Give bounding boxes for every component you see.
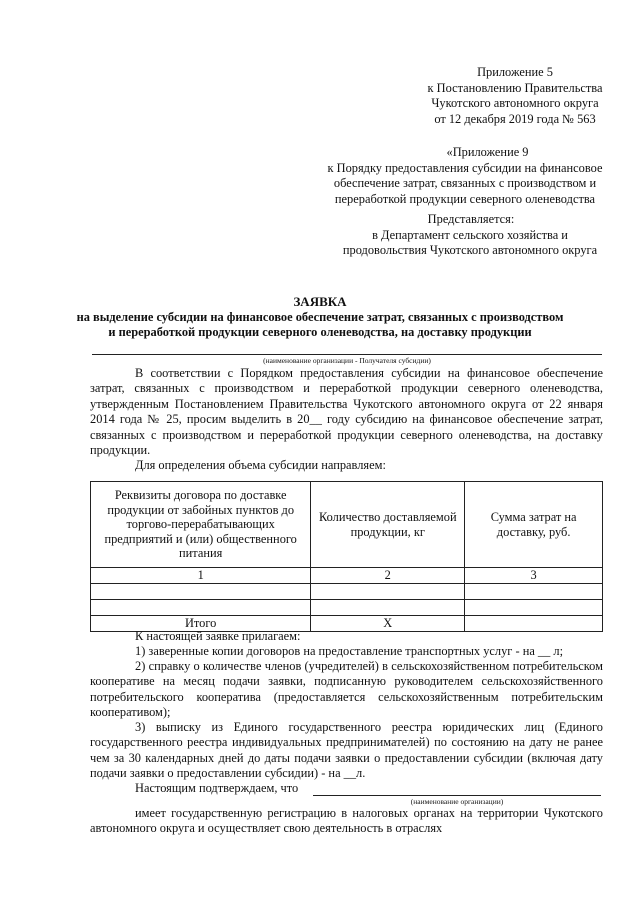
intro-paragraph: В соответствии с Порядком предоставления субсидии на финансовое обеспечение затрат, связанных с производством и переработкой продукции северного оленеводства, утвержденным Постановлением Правительства Чукотского автономного округа от 22 января 2014 года № 25, просим выделить в 20__ году субсидию на финансовое обеспечение затрат, связанных с производством и переработкой продукции северного оленеводства, на доставку продукции.: [90, 366, 603, 458]
submitted-department-2: продовольствия Чукотского автономного округа: [342, 243, 598, 257]
table-header-row: [91, 482, 603, 568]
appendix-5-region: Чукотского автономного округа: [431, 96, 599, 110]
appendix-9-line2: к Порядку предоставления субсидии на финансовое: [327, 160, 603, 175]
table-number-row: [91, 568, 603, 584]
direction-line: Для определения объема субсидии направляем:: [135, 458, 386, 472]
document-title: ЗАЯВКА: [293, 294, 347, 309]
appendix-5-date: от 12 декабря 2019 года № 563: [434, 111, 596, 126]
appendix-5-title: Приложение 5: [477, 65, 553, 79]
appendix-9-title: «Приложение 9: [446, 145, 529, 159]
document-subtitle-2: и переработкой продукции северного оленеводства, на доставку продукции: [108, 325, 532, 339]
attachments-intro: К настоящей заявке прилагаем:: [135, 629, 301, 643]
attachment-item-3: 3) выписку из Единого государственного реестра юридических лиц (Единого государственного реестра индивидуальных предпринимателей) по состоянию на дату не ранее чем за 30 календарных дней до даты подачи заявки о предоставлении субсидии (включая дату подачи заявки о предоставлении субсидии) - на __л.: [90, 720, 603, 781]
confirm-organization-caption: (наименование организации): [410, 797, 504, 806]
confirm-text: Настоящим подтверждаем, что: [135, 781, 299, 795]
table-cell[interactable]: [91, 600, 311, 616]
appendix-5-block: [400, 65, 630, 127]
column-number-1: 1: [91, 568, 311, 584]
document-subtitle-1: на выделение субсидии на финансовое обеспечение затрат, связанных с производством: [76, 310, 564, 324]
table-cell[interactable]: [311, 600, 465, 616]
table-row: [91, 584, 603, 600]
header-quantity: Количество доставляемой продукции, кг: [311, 482, 465, 568]
confirm-organization-line[interactable]: [313, 794, 601, 796]
total-label: Итого: [91, 616, 311, 632]
submitted-to-block: [310, 212, 630, 259]
table-cell[interactable]: [465, 600, 603, 616]
total-quantity: X: [311, 616, 465, 632]
appendix-9-block: [300, 145, 630, 207]
attachment-item-1: 1) заверенные копии договоров на предоставление транспортных услуг - на __ л;: [135, 644, 564, 658]
table-cell[interactable]: [91, 584, 311, 600]
table-cell[interactable]: [465, 584, 603, 600]
organization-name-caption: (наименование организации - Получателя субсидии): [263, 356, 431, 365]
organization-name-line[interactable]: [92, 353, 602, 355]
appendix-5-ref: к Постановлению Правительства: [427, 80, 603, 95]
costs-table: [90, 481, 603, 632]
header-cost: Сумма затрат на доставку, руб.: [465, 482, 603, 568]
header-contract-details: Реквизиты договора по доставке продукции от забойных пунктов до торгово-перерабатывающих предприятий и (или) общественного питания: [91, 482, 311, 568]
table-cell[interactable]: [311, 584, 465, 600]
final-paragraph: имеет государственную регистрацию в налоговых органах на территории Чукотского автономного округа и осуществляет свою деятельность в отраслях: [90, 806, 603, 836]
submitted-department: в Департамент сельского хозяйства и: [372, 227, 568, 242]
submitted-label: Представляется:: [427, 212, 515, 226]
appendix-9-line4: переработкой продукции северного оленеводства: [334, 191, 596, 206]
table-row: [91, 600, 603, 616]
column-number-3: 3: [465, 568, 603, 584]
column-number-2: 2: [311, 568, 465, 584]
attachment-item-2: 2) справку о количестве членов (учредителей) в сельскохозяйственном потребительском кооперативе на месяц подачи заявки, подписанную руководителем сельскохозяйственного потребительского кооператива (предоставляется сельскохозяйственным потребительским кооперативом);: [90, 659, 603, 720]
appendix-9-line3: обеспечение затрат, связанных с производством и: [333, 176, 597, 190]
